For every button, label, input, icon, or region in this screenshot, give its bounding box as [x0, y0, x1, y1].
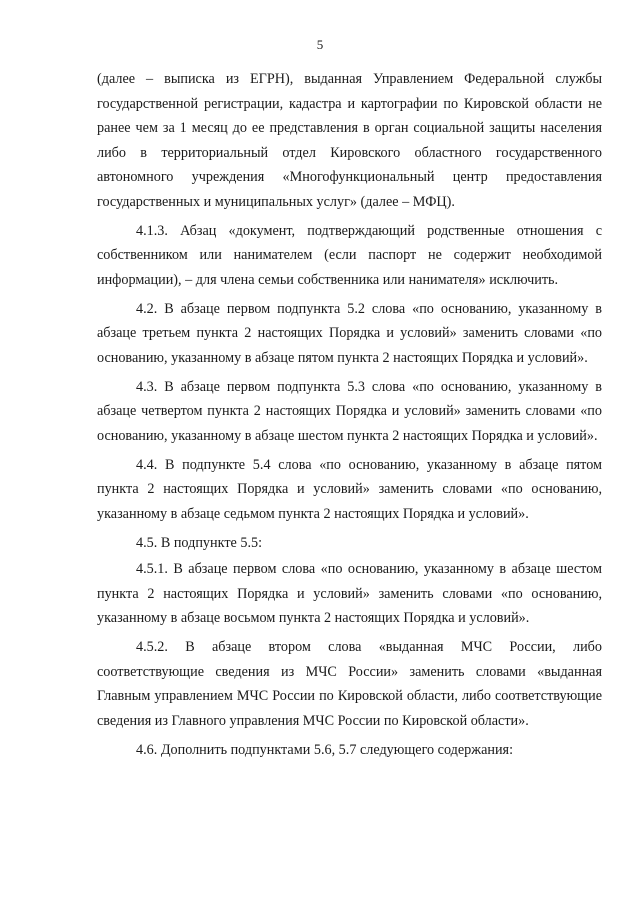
paragraph-4-3: 4.3. В абзаце первом подпункта 5.3 слова «по основанию, указанному в абзаце четвертом пункта 2 настоящих Порядка и условий» заменить словами «по основанию, указанному в абзаце шестом пункта 2 настоящих Порядка и условий». [97, 378, 602, 444]
document-body [97, 67, 602, 767]
page-number: 5 [316, 37, 324, 52]
paragraph-4-5-2: 4.5.2. В абзаце втором слова «выданная МЧС России, либо соответствующие сведения из МЧС России» заменить словами «выданная Главным управлением МЧС России по Кировской области, либо соответствующие сведения из Главного управления МЧС России по Кировской области». [97, 639, 602, 729]
paragraph-4-6: 4.6. Дополнить подпунктами 5.6, 5.7 следующего содержания: [136, 741, 514, 758]
paragraph-4-2: 4.2. В абзаце первом подпункта 5.2 слова «по основанию, указанному в абзаце третьем пункта 2 настоящих Порядка и условий» заменить словами «по основанию, указанному в абзаце пятом пункта 2 настоящих Порядка и условий». [97, 300, 602, 366]
paragraph-4-4: 4.4. В подпункте 5.4 слова «по основанию, указанному в абзаце пятом пункта 2 настоящих Порядка и условий» заменить словами «по основанию, указанному в абзаце седьмом пункта 2 настоящих Порядка и условий». [97, 456, 602, 522]
paragraph-4-5: 4.5. В подпункте 5.5: [136, 534, 263, 551]
paragraph-4-5-1: 4.5.1. В абзаце первом слова «по основанию, указанному в абзаце шестом пункта 2 настоящих Порядка и условий» заменить словами «по основанию, указанному в абзаце восьмом пункта 2 настоящих Порядка и условий». [97, 561, 602, 626]
paragraph-egrn-continuation: (далее – выписка из ЕГРН), выданная Управлением Федеральной службы государственной регистрации, кадастра и картографии по Кировской области не ранее чем за 1 месяц до ее представления в орган социальной защиты населения либо в территориальный отдел Кировского областного государственного автономного учреждения «Многофункциональный центр предоставления государственных и муниципальных услуг» (далее – МФЦ). [97, 71, 602, 210]
paragraph-4-1-3: 4.1.3. Абзац «документ, подтверждающий родственные отношения с собственником или нанимателем (если паспорт не содержит необходимой информации), – для члена семьи собственника или нанимателя» исключить. [97, 222, 602, 288]
